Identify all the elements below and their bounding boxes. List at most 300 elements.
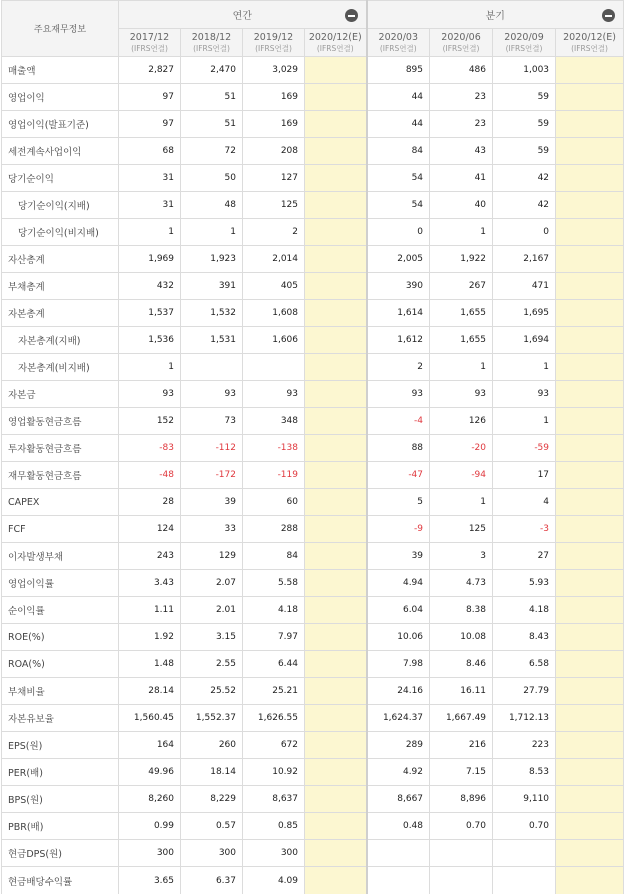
annual-value-cell	[305, 354, 367, 381]
annual-value-cell	[243, 354, 305, 381]
period-date: 2020/12(E)	[308, 31, 362, 43]
annual-value-cell: 25.52	[181, 678, 243, 705]
quarter-value-cell: 16.11	[430, 678, 493, 705]
row-label-header: 주요재무정보	[2, 1, 119, 57]
quarter-value-cell: 1,667.49	[430, 705, 493, 732]
quarter-value-cell: 0.48	[367, 813, 430, 840]
annual-value-cell: 73	[181, 408, 243, 435]
annual-value-cell: 84	[243, 543, 305, 570]
table-row	[2, 759, 624, 786]
annual-value-cell	[305, 597, 367, 624]
quarter-value-cell: 5	[367, 489, 430, 516]
annual-value-cell: 127	[243, 165, 305, 192]
row-label: 자본총계(지배)	[2, 327, 119, 354]
quarter-value-cell	[556, 651, 624, 678]
annual-value-cell: 31	[119, 192, 181, 219]
table-row	[2, 624, 624, 651]
quarter-value-cell: 6.04	[367, 597, 430, 624]
quarter-value-cell: 390	[367, 273, 430, 300]
quarter-value-cell: 1	[430, 354, 493, 381]
row-label: 현금DPS(원)	[2, 840, 119, 867]
annual-value-cell: 39	[181, 489, 243, 516]
quarter-value-cell: 8.38	[430, 597, 493, 624]
quarter-value-cell: 10.08	[430, 624, 493, 651]
annual-value-cell: 169	[243, 84, 305, 111]
annual-value-cell: 3.43	[119, 570, 181, 597]
quarter-value-cell	[556, 84, 624, 111]
quarter-value-cell: 0	[367, 219, 430, 246]
quarter-value-cell: 44	[367, 84, 430, 111]
annual-value-cell: 51	[181, 84, 243, 111]
quarter-value-cell: 1,922	[430, 246, 493, 273]
annual-value-cell	[305, 570, 367, 597]
quarter-value-cell	[493, 867, 556, 894]
annual-value-cell: 1,969	[119, 246, 181, 273]
quarter-value-cell: 1,624.37	[367, 705, 430, 732]
annual-value-cell: 1,923	[181, 246, 243, 273]
quarter-value-cell: 8,896	[430, 786, 493, 813]
quarter-period-header	[367, 29, 430, 57]
annual-value-cell: -119	[243, 462, 305, 489]
table-row	[2, 354, 624, 381]
period-basis: (IFRS연결)	[316, 43, 354, 53]
annual-value-cell: 2.07	[181, 570, 243, 597]
table-row	[2, 516, 624, 543]
annual-value-cell: -138	[243, 435, 305, 462]
period-date: 2019/12	[253, 31, 294, 43]
row-label: 자본유보율	[2, 705, 119, 732]
quarter-value-cell: 42	[493, 192, 556, 219]
row-label: EPS(원)	[2, 732, 119, 759]
quarter-value-cell: 125	[430, 516, 493, 543]
quarter-value-cell: 44	[367, 111, 430, 138]
annual-value-cell: 0.99	[119, 813, 181, 840]
table-row	[2, 435, 624, 462]
annual-value-cell: 405	[243, 273, 305, 300]
row-label: 당기순이익(비지배)	[2, 219, 119, 246]
quarter-value-cell: 8,667	[367, 786, 430, 813]
quarter-value-cell: 43	[430, 138, 493, 165]
quarter-value-cell: 1	[493, 408, 556, 435]
table-row	[2, 597, 624, 624]
annual-value-cell: 28	[119, 489, 181, 516]
quarter-value-cell: 289	[367, 732, 430, 759]
annual-value-cell	[305, 300, 367, 327]
annual-value-cell: 2	[243, 219, 305, 246]
quarter-value-cell	[556, 624, 624, 651]
quarter-value-cell	[556, 462, 624, 489]
quarter-value-cell: 6.58	[493, 651, 556, 678]
annual-value-cell	[305, 489, 367, 516]
annual-value-cell: 25.21	[243, 678, 305, 705]
table-row	[2, 327, 624, 354]
annual-value-cell	[305, 165, 367, 192]
annual-value-cell: 68	[119, 138, 181, 165]
table-row	[2, 57, 624, 84]
row-label: FCF	[2, 516, 119, 543]
quarter-value-cell: -3	[493, 516, 556, 543]
quarter-value-cell	[556, 867, 624, 894]
period-date: 2020/03	[378, 31, 418, 43]
quarter-value-cell: 10.06	[367, 624, 430, 651]
annual-value-cell: -83	[119, 435, 181, 462]
quarter-value-cell: 59	[493, 111, 556, 138]
row-label: ROE(%)	[2, 624, 119, 651]
quarter-value-cell: 1,712.13	[493, 705, 556, 732]
quarter-value-cell: 1,694	[493, 327, 556, 354]
annual-value-cell	[305, 705, 367, 732]
annual-period-header	[305, 29, 367, 57]
quarter-value-cell	[556, 57, 624, 84]
row-label: 당기순이익(지배)	[2, 192, 119, 219]
annual-value-cell: 18.14	[181, 759, 243, 786]
quarter-collapse-icon[interactable]	[602, 9, 615, 22]
quarter-value-cell: 54	[367, 165, 430, 192]
annual-value-cell: 1,552.37	[181, 705, 243, 732]
annual-value-cell: 4.09	[243, 867, 305, 894]
annual-value-cell: 6.37	[181, 867, 243, 894]
annual-value-cell: 93	[119, 381, 181, 408]
annual-value-cell: 8,229	[181, 786, 243, 813]
period-basis: (IFRS연결)	[571, 43, 608, 53]
row-label: 영업이익률	[2, 570, 119, 597]
quarter-value-cell: 93	[493, 381, 556, 408]
quarter-value-cell: 895	[367, 57, 430, 84]
annual-value-cell	[305, 219, 367, 246]
table-row	[2, 732, 624, 759]
quarter-value-cell: 2	[367, 354, 430, 381]
annual-value-cell: 8,637	[243, 786, 305, 813]
annual-group-header	[119, 1, 367, 29]
annual-value-cell: 48	[181, 192, 243, 219]
annual-value-cell	[305, 138, 367, 165]
row-label: 순이익률	[2, 597, 119, 624]
annual-value-cell: 1,537	[119, 300, 181, 327]
annual-value-cell: 1,532	[181, 300, 243, 327]
annual-value-cell: 1.48	[119, 651, 181, 678]
annual-value-cell	[305, 408, 367, 435]
period-basis: (IFRS연결)	[505, 43, 543, 53]
quarter-value-cell	[556, 138, 624, 165]
annual-period-header	[119, 29, 181, 57]
annual-value-cell: 4.18	[243, 597, 305, 624]
quarter-value-cell: 88	[367, 435, 430, 462]
quarter-value-cell	[556, 759, 624, 786]
annual-value-cell	[305, 678, 367, 705]
annual-value-cell: 49.96	[119, 759, 181, 786]
row-label: BPS(원)	[2, 786, 119, 813]
annual-value-cell: 288	[243, 516, 305, 543]
annual-value-cell: -48	[119, 462, 181, 489]
annual-value-cell: 164	[119, 732, 181, 759]
row-label: PER(배)	[2, 759, 119, 786]
quarter-value-cell	[556, 813, 624, 840]
annual-value-cell: 1,531	[181, 327, 243, 354]
quarter-value-cell	[556, 597, 624, 624]
period-date: 2020/09	[504, 31, 544, 43]
table-row	[2, 111, 624, 138]
quarter-value-cell	[556, 354, 624, 381]
quarter-value-cell: -59	[493, 435, 556, 462]
quarter-value-cell	[556, 489, 624, 516]
row-label: 부채총계	[2, 273, 119, 300]
period-date: 2018/12	[191, 31, 232, 43]
annual-value-cell	[305, 867, 367, 894]
row-label: 자본총계	[2, 300, 119, 327]
quarter-value-cell: 27.79	[493, 678, 556, 705]
quarter-value-cell	[493, 840, 556, 867]
annual-value-cell: 1.11	[119, 597, 181, 624]
annual-value-cell: 129	[181, 543, 243, 570]
period-basis: (IFRS연결)	[131, 43, 168, 53]
quarter-value-cell	[556, 840, 624, 867]
annual-value-cell: 6.44	[243, 651, 305, 678]
header-group-row	[2, 1, 624, 29]
annual-value-cell: 72	[181, 138, 243, 165]
quarter-value-cell	[556, 543, 624, 570]
quarter-value-cell	[556, 300, 624, 327]
quarter-value-cell: 216	[430, 732, 493, 759]
table-row	[2, 192, 624, 219]
row-label: 자본총계(비지배)	[2, 354, 119, 381]
table-row	[2, 651, 624, 678]
row-label: 투자활동현금흐름	[2, 435, 119, 462]
annual-value-cell: 8,260	[119, 786, 181, 813]
annual-period-header	[243, 29, 305, 57]
annual-value-cell: 50	[181, 165, 243, 192]
row-label: 자산총계	[2, 246, 119, 273]
annual-value-cell: 51	[181, 111, 243, 138]
period-basis: (IFRS연결)	[442, 43, 480, 53]
annual-value-cell: 3.65	[119, 867, 181, 894]
table-row	[2, 381, 624, 408]
quarter-period-header	[493, 29, 556, 57]
period-basis: (IFRS연결)	[379, 43, 417, 53]
annual-value-cell: 7.97	[243, 624, 305, 651]
quarter-value-cell: 8.43	[493, 624, 556, 651]
quarter-value-cell: 59	[493, 84, 556, 111]
financial-summary-table	[1, 0, 624, 894]
annual-collapse-icon[interactable]	[345, 9, 358, 22]
row-label: ROA(%)	[2, 651, 119, 678]
quarter-value-cell	[556, 516, 624, 543]
row-label: 현금배당수익률	[2, 867, 119, 894]
quarter-value-cell: -4	[367, 408, 430, 435]
quarter-value-cell: 1,614	[367, 300, 430, 327]
period-basis: (IFRS연결)	[193, 43, 230, 53]
table-row	[2, 462, 624, 489]
quarter-value-cell	[556, 732, 624, 759]
annual-value-cell: 93	[181, 381, 243, 408]
quarter-value-cell: 9,110	[493, 786, 556, 813]
quarter-value-cell: 59	[493, 138, 556, 165]
quarter-value-cell: 17	[493, 462, 556, 489]
annual-value-cell: 260	[181, 732, 243, 759]
quarter-value-cell	[556, 435, 624, 462]
annual-value-cell: -112	[181, 435, 243, 462]
row-label: 부채비율	[2, 678, 119, 705]
table-row	[2, 543, 624, 570]
annual-value-cell: 10.92	[243, 759, 305, 786]
quarter-value-cell: 223	[493, 732, 556, 759]
quarter-value-cell	[556, 192, 624, 219]
annual-value-cell: 2,014	[243, 246, 305, 273]
quarter-value-cell: 40	[430, 192, 493, 219]
quarter-value-cell: 5.93	[493, 570, 556, 597]
annual-value-cell: 97	[119, 84, 181, 111]
quarter-value-cell: 7.15	[430, 759, 493, 786]
annual-value-cell: 1	[119, 219, 181, 246]
quarter-value-cell: 93	[430, 381, 493, 408]
annual-value-cell	[305, 813, 367, 840]
annual-value-cell	[305, 543, 367, 570]
annual-value-cell: 1	[119, 354, 181, 381]
quarter-value-cell	[430, 867, 493, 894]
table-row	[2, 705, 624, 732]
quarter-value-cell	[556, 111, 624, 138]
quarter-value-cell: 7.98	[367, 651, 430, 678]
quarter-title: 분기	[485, 11, 505, 22]
quarter-value-cell: 1	[493, 354, 556, 381]
quarter-value-cell: 1,695	[493, 300, 556, 327]
annual-value-cell: 28.14	[119, 678, 181, 705]
quarter-value-cell: 93	[367, 381, 430, 408]
table-row	[2, 219, 624, 246]
table-row	[2, 867, 624, 894]
row-label: 매출액	[2, 57, 119, 84]
quarter-value-cell: -20	[430, 435, 493, 462]
quarter-value-cell: -47	[367, 462, 430, 489]
table-row	[2, 138, 624, 165]
annual-value-cell	[305, 435, 367, 462]
row-label: 재무활동현금흐름	[2, 462, 119, 489]
annual-value-cell: 300	[243, 840, 305, 867]
annual-value-cell: 1	[181, 219, 243, 246]
table-row	[2, 408, 624, 435]
annual-value-cell: 97	[119, 111, 181, 138]
annual-value-cell: 33	[181, 516, 243, 543]
annual-value-cell	[305, 786, 367, 813]
annual-value-cell: -172	[181, 462, 243, 489]
quarter-value-cell: -9	[367, 516, 430, 543]
quarter-value-cell: 23	[430, 111, 493, 138]
quarter-value-cell: 0	[493, 219, 556, 246]
quarter-value-cell: 4	[493, 489, 556, 516]
quarter-value-cell: 0.70	[430, 813, 493, 840]
table-row	[2, 840, 624, 867]
annual-value-cell: 93	[243, 381, 305, 408]
annual-value-cell: 1,626.55	[243, 705, 305, 732]
annual-value-cell	[305, 111, 367, 138]
quarter-value-cell: 84	[367, 138, 430, 165]
quarter-value-cell: 4.92	[367, 759, 430, 786]
annual-value-cell	[305, 381, 367, 408]
annual-value-cell	[305, 273, 367, 300]
quarter-value-cell	[556, 408, 624, 435]
quarter-value-cell: 3	[430, 543, 493, 570]
annual-value-cell: 672	[243, 732, 305, 759]
quarter-value-cell: 27	[493, 543, 556, 570]
annual-value-cell: 2.55	[181, 651, 243, 678]
period-date: 2020/06	[441, 31, 481, 43]
quarter-value-cell	[556, 246, 624, 273]
annual-value-cell: 3,029	[243, 57, 305, 84]
quarter-value-cell: 1,003	[493, 57, 556, 84]
quarter-value-cell: 42	[493, 165, 556, 192]
quarter-value-cell: 4.18	[493, 597, 556, 624]
annual-value-cell	[305, 516, 367, 543]
row-label: CAPEX	[2, 489, 119, 516]
quarter-value-cell	[556, 786, 624, 813]
table-row	[2, 570, 624, 597]
annual-value-cell: 169	[243, 111, 305, 138]
quarter-value-cell	[556, 705, 624, 732]
annual-value-cell	[181, 354, 243, 381]
table-row	[2, 786, 624, 813]
annual-value-cell	[305, 84, 367, 111]
table-row	[2, 273, 624, 300]
table-row	[2, 489, 624, 516]
quarter-value-cell: 24.16	[367, 678, 430, 705]
quarter-value-cell: 4.94	[367, 570, 430, 597]
quarter-value-cell: 126	[430, 408, 493, 435]
quarter-value-cell: 2,005	[367, 246, 430, 273]
quarter-value-cell: -94	[430, 462, 493, 489]
annual-value-cell	[305, 651, 367, 678]
quarter-value-cell	[556, 678, 624, 705]
annual-value-cell: 0.85	[243, 813, 305, 840]
row-label: 당기순이익	[2, 165, 119, 192]
quarter-value-cell	[556, 219, 624, 246]
annual-value-cell: 125	[243, 192, 305, 219]
quarter-value-cell: 1,655	[430, 300, 493, 327]
quarter-value-cell: 8.46	[430, 651, 493, 678]
annual-title: 연간	[232, 11, 252, 22]
quarter-value-cell	[556, 165, 624, 192]
annual-value-cell: 2,470	[181, 57, 243, 84]
table-row	[2, 84, 624, 111]
period-basis: (IFRS연결)	[255, 43, 292, 53]
annual-value-cell	[305, 732, 367, 759]
quarter-value-cell: 39	[367, 543, 430, 570]
row-label: 이자발생부채	[2, 543, 119, 570]
quarter-value-cell	[367, 867, 430, 894]
annual-value-cell	[305, 327, 367, 354]
annual-value-cell: 1,608	[243, 300, 305, 327]
annual-value-cell	[305, 192, 367, 219]
quarter-value-cell: 23	[430, 84, 493, 111]
annual-value-cell: 152	[119, 408, 181, 435]
row-label: 영업이익(발표기준)	[2, 111, 119, 138]
annual-value-cell: 1,606	[243, 327, 305, 354]
quarter-value-cell	[430, 840, 493, 867]
annual-value-cell: 2,827	[119, 57, 181, 84]
quarter-value-cell: 2,167	[493, 246, 556, 273]
annual-value-cell: 3.15	[181, 624, 243, 651]
annual-value-cell	[305, 57, 367, 84]
table-row	[2, 678, 624, 705]
annual-value-cell: 2.01	[181, 597, 243, 624]
row-label: 자본금	[2, 381, 119, 408]
annual-period-header	[181, 29, 243, 57]
quarter-value-cell: 1	[430, 219, 493, 246]
annual-value-cell: 391	[181, 273, 243, 300]
annual-value-cell: 5.58	[243, 570, 305, 597]
quarter-value-cell: 267	[430, 273, 493, 300]
quarter-value-cell: 1	[430, 489, 493, 516]
annual-value-cell: 208	[243, 138, 305, 165]
quarter-value-cell: 0.70	[493, 813, 556, 840]
